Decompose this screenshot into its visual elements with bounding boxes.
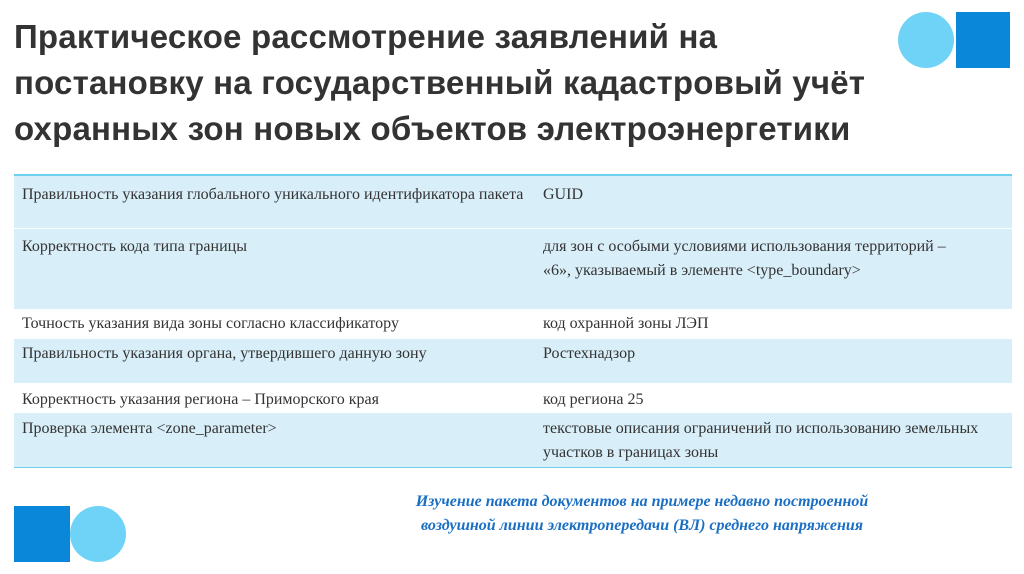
decor-square-bottom xyxy=(14,506,70,562)
decor-square-top xyxy=(956,12,1010,68)
value-cell: код охранной зоны ЛЭП xyxy=(543,315,709,332)
slide-title: Практическое рассмотрение заявлений на постановку на государственный кадастровый учёт охранных зон новых объектов электроэнергетики xyxy=(14,18,866,147)
value-cell: код региона 25 xyxy=(543,391,644,408)
check-cell: Корректность кода типа границы xyxy=(22,238,247,255)
value-cell: GUID xyxy=(543,186,583,203)
decor-circle-top xyxy=(898,12,954,68)
checks-table xyxy=(14,174,1012,468)
table-row xyxy=(14,228,1012,309)
table-row xyxy=(14,309,1012,338)
table-row xyxy=(14,338,1012,383)
check-cell: Точность указания вида зоны согласно классификатору xyxy=(22,315,399,332)
check-cell: Правильность указания органа, утвердившего данную зону xyxy=(22,345,427,362)
caption xyxy=(362,490,922,538)
check-cell: Проверка элемента <zone_parameter> xyxy=(22,420,277,437)
value-cell: Ростехнадзор xyxy=(543,345,636,362)
decor-circle-bottom xyxy=(70,506,126,562)
table-row xyxy=(14,176,1012,228)
table-row xyxy=(14,412,1012,467)
table-row xyxy=(14,383,1012,412)
value-cell: для зон с особыми условиями использования территорий – «6», указываемый в элементе <type_boundary> xyxy=(543,238,946,279)
check-cell: Правильность указания глобального уникального идентификатора пакета xyxy=(22,186,524,203)
caption-line-1: Изучение пакета документов на примере недавно построенной xyxy=(415,493,869,510)
check-cell: Корректность указания региона – Приморского края xyxy=(22,391,380,408)
caption-line-2: воздушной линии электропередачи (ВЛ) среднего напряжения xyxy=(420,517,863,534)
value-cell: текстовые описания ограничений по использованию земельных участков в границах зоны xyxy=(543,420,979,461)
